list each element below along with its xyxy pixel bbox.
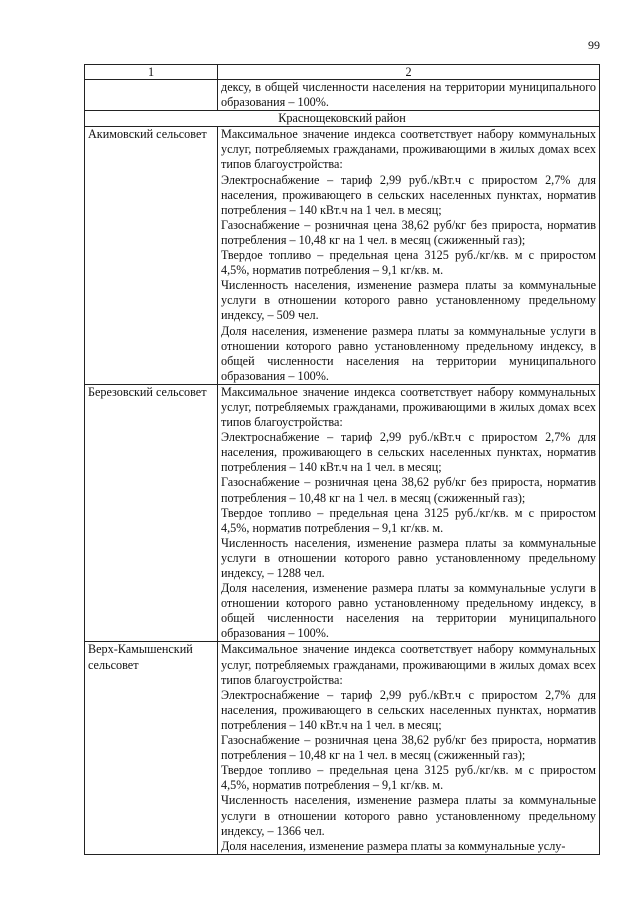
- continuation-text: дексу, в общей численности населения на территории муниципального образования – 100%.: [218, 80, 600, 111]
- paragraph: Электроснабжение – тариф 2,99 руб./кВт.ч с приростом 2,7% для населения, проживающего в сельских населенных пунктах, норматив потребления – 140 кВт.ч на 1 чел. в месяц;: [221, 172, 596, 217]
- table-row: [85, 127, 600, 385]
- paragraph: Доля населения, изменение размера платы за коммунальные услуги в отношении которого равно установленному предельному индексу, в общей численности населения на территории муниципального образования – 100%.: [221, 323, 596, 383]
- district-row: [85, 111, 600, 127]
- paragraph: Твердое топливо – предельная цена 3125 руб./кг/кв. м с приростом 4,5%, норматив потребления – 9,1 кг/кв. м.: [221, 248, 596, 278]
- table-row: [85, 384, 600, 642]
- page-number: 99: [588, 38, 600, 52]
- table-header-row: [85, 65, 600, 80]
- column-header-1: 1: [85, 65, 218, 80]
- paragraph: Численность населения, изменение размера платы за коммунальные услуги в отношении которого равно установленному предельному индексу, – 1366 чел.: [221, 793, 596, 838]
- continuation-empty-cell: [85, 80, 218, 111]
- municipality-name: Березовский сельсовет: [85, 384, 218, 642]
- district-title: Краснощековский район: [85, 111, 600, 127]
- column-header-2: 2: [218, 65, 600, 80]
- paragraph: Численность населения, изменение размера платы за коммунальные услуги в отношении которого равно установленному предельному индексу, – 509 чел.: [221, 278, 596, 323]
- paragraph: Численность населения, изменение размера платы за коммунальные услуги в отношении которого равно установленному предельному индексу, – 1288 чел.: [221, 535, 596, 580]
- municipality-description: [218, 642, 600, 854]
- municipality-name: Акимовский сельсовет: [85, 127, 218, 385]
- paragraph: Доля населения, изменение размера платы за коммунальные услуги в отношении которого равно установленному предельному индексу, в общей численности населения на территории муниципального образования – 100%.: [221, 581, 596, 641]
- paragraph: Максимальное значение индекса соответствует набору коммунальных услуг, потребляемых гражданами, проживающими в жилых домах всех типов благоустройства:: [221, 642, 596, 687]
- paragraph: Газоснабжение – розничная цена 38,62 руб/кг без прироста, норматив потребления – 10,48 кг на 1 чел. в месяц (сжиженный газ);: [221, 475, 596, 505]
- paragraph: Доля населения, изменение размера платы за коммунальные услу-: [221, 838, 566, 853]
- paragraph: Электроснабжение – тариф 2,99 руб./кВт.ч с приростом 2,7% для населения, проживающего в сельских населенных пунктах, норматив потребления – 140 кВт.ч на 1 чел. в месяц;: [221, 687, 596, 732]
- paragraph: Газоснабжение – розничная цена 38,62 руб/кг без прироста, норматив потребления – 10,48 кг на 1 чел. в месяц (сжиженный газ);: [221, 217, 596, 247]
- paragraph: Максимальное значение индекса соответствует набору коммунальных услуг, потребляемых гражданами, проживающими в жилых домах всех типов благоустройства:: [221, 127, 596, 172]
- municipality-description: [218, 384, 600, 642]
- paragraph: Электроснабжение – тариф 2,99 руб./кВт.ч с приростом 2,7% для населения, проживающего в сельских населенных пунктах, норматив потребления – 140 кВт.ч на 1 чел. в месяц;: [221, 430, 596, 475]
- municipality-description: [218, 127, 600, 385]
- paragraph: Твердое топливо – предельная цена 3125 руб./кг/кв. м с приростом 4,5%, норматив потребления – 9,1 кг/кв. м.: [221, 505, 596, 535]
- continuation-row: [85, 80, 600, 111]
- municipality-name: Верх-Камышенский сельсовет: [85, 642, 218, 854]
- tariff-table: [84, 64, 600, 855]
- table-row: [85, 642, 600, 854]
- paragraph: Максимальное значение индекса соответствует набору коммунальных услуг, потребляемых гражданами, проживающими в жилых домах всех типов благоустройства:: [221, 384, 596, 430]
- paragraph: Газоснабжение – розничная цена 38,62 руб/кг без прироста, норматив потребления – 10,48 кг на 1 чел. в месяц (сжиженный газ);: [221, 733, 596, 763]
- paragraph: Твердое топливо – предельная цена 3125 руб./кг/кв. м с приростом 4,5%, норматив потребления – 9,1 кг/кв. м.: [221, 763, 596, 793]
